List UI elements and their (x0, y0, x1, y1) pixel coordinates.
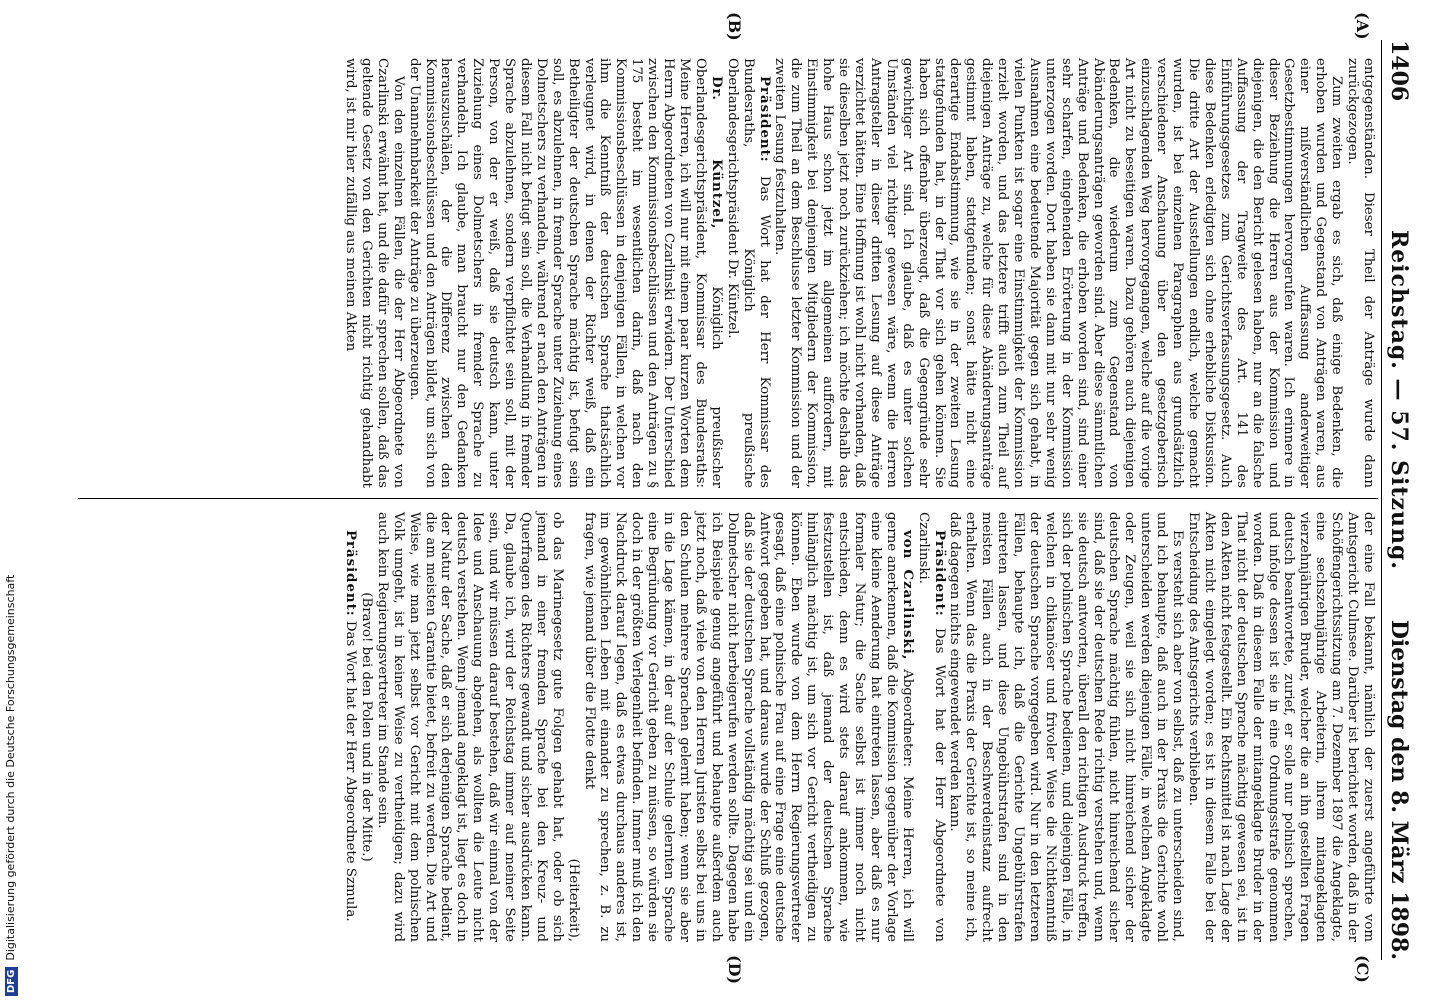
footer-strip (0, 0, 30, 1000)
interjection: (Heiterkeit), (565, 858, 581, 942)
session-date: Dienstag den 8. März 1898. (1386, 619, 1412, 960)
margin-marker-d: (D) (725, 955, 744, 985)
column-divider (78, 498, 1378, 499)
left-column (342, 58, 1376, 488)
paragraph: Zum zweiten ergab es sich, daß einige Bedenken, die erhoben wurden und Gegenstand von Anträgen waren, aus einer mißverständlichen Auffassung anderweitiger Gesetzbestimmungen hervorgerufen waren. Ich erinnere in dieser Beziehung die Herren aus der Kommission und diejenigen, die den Bericht gelesen haben, nur an die falsche Auffassung der Tragweite des Art. 141 des Einführungsgesetzes zum Gerichtsverfassungsgesetz. Auch diese Bedenken erledigten sich ohne erhebliche Diskussion. Die dritte Art der Ausstellungen endlich, welche gemacht wurden, ist bei einzelnen Paragraphen aus grundsätzlich verschiedener Anschauung über den gesetzgeberisch einzuschlagenden Weg hervorgegangen, welche auf die vorige Art nicht zu beseitigen waren. Dazu gehören auch diejenigen Bedenken, die wiederum zum Gegenstand von Abänderungsanträgen geworden sind. Aber diese sämmtlichen Anträge und Bedenken, die erhoben worden sind, sind einer sehr scharfen, eingehenden Erörterung in der Kommission unterzogen worden. Dort haben sie dann mit nur sehr wenig Ausnahmen eine bedeutende Majorität gegen sich gehabt, in vielen Punkten ist sogar eine Einstimmigkeit der Kommission erzielt worden, und das letztere trifft auch zum Theil auf diejenigen Anträge zu, welche für diese Abänderungsanträge gestimmt haben, stattgefunden; sonst hätte nicht eine derartige Endabstimmung, wie sie in der zweiten Lesung stattgefunden hat, in der That vor sich gehen können. Sie haben sich offenbar überzeugt, daß die Gegengründe sehr gewichtiger Art sind. Ich glaube, daß es unter solchen Umständen viel richtiger gewesen wäre, wenn die Herren Antragsteller in dieser dritten Lesung auf diese Anträge verzichtet hätten. Eine Hoffnung ist wohl nicht vorhanden, daß sie dieselben jetzt noch zurückziehen; ich möchte deshalb das hohe Haus schon jetzt im allgemeinen auffordern, mit Einstimmigkeit bei denjenigen Mitgliedern der Kommission, die zum Theil an dem Beschlusse letzter Kommission und der zweiten Lesung festzuhalten. (772, 58, 1345, 488)
paragraph: der eine Fall bekannt, nämlich der zuerst angeführte vom Amtsgericht Culmsee. Darüber ist berichtet worden, daß in der Schöffengerichtssitzung am 7. Dezember 1897 die Angeklagte, eine sechszehnjährige Arbeiterin, ihrem mitangeklagten vierzehnjährigen Bruder, welcher die an ihn gestellten Fragen deutsch beantwortete, zurief, er solle nur polnisch sprechen, und infolge dessen ist sie in eine Ordnungsstrafe genommen worden. Daß in diesem Falle der mitangeklagte Bruder in der That nicht der deutschen Sprache mächtig gewesen sei, ist in den Akten nicht festgestellt. Ein Rechtsmittel ist nach Lage der Akten nicht eingelegt worden; es ist in diesem Falle bei der Entscheidung des Amtsgerichts verblieben. (1186, 512, 1376, 942)
paragraph (915, 512, 947, 942)
speaker-name: Präsident: (756, 76, 772, 163)
paragraph (342, 512, 358, 942)
page-title: Reichstag. — 57. Sitzung. (1386, 230, 1412, 571)
dfg-logo: DFG (5, 967, 18, 996)
paragraph: ob das Marinegesetz gute Folgen gehabt hat, oder ob sich jemand in einer fremden Sprache bei den Kreuz- und Querfragen des Richters gewandt und sicher ausdrücken kann. Da, glaube ich, wird der Reichstag immer auf meiner Seite sein, und wir müssen darauf bestehen, daß wir einmal von der Idee und Anschauung abgehen, als wollten die Leute nicht deutsch verstehen. Wenn jemand angeklagt ist, liegt es doch in der Natur der Sache, daß er sich derjenigen Sprache bedient, die am meisten Garantie bietet, befreit zu werden. Die Art und Weise, wie man jetzt selbst vor Gericht mit dem polnischen Volk umgeht, ist in keiner Weise zu vertheidigen; dazu wird auch kein Regierungsvertreter im Stande sein. (374, 512, 565, 942)
speech-text: Das Wort hat der Herr Kommissar des Bundesraths, Königlich preußische Oberlandesgerichtspräsident Dr. Küntzel. (724, 58, 772, 488)
speech-text: Abgeordneter: Meine Herren, ich will gerne anerkennen, daß die Kommission gegenüber der Vorlage eine kleine Aenderung hat eintreten lassen, aber daß es nur formaler Natur; die Sache selbst ist immer noch nicht entschieden, denn es wird stets darauf ankommen, wie festzustellen ist, daß jemand der deutschen Sprache hinlänglich mächtig ist, um sich vor Gericht vertheidigen zu können. Eben wurde von dem Herrn Regierungsvertreter gesagt, daß eine polnische Frau auf eine Frage eine deutsche Antwort gegeben hat, und daraus wurde der Schluß gezogen, daß sie der deutschen Sprache vollständig mächtig sei und ein Dolmetscher nicht herbeigerufen werden sollte. Dagegen habe ich Beispiele genug angeführt und behaupte außerdem auch jetzt noch, daß viele von den Herren Juristen selbst bei uns in den Schulen mehrere Sprachen gelernt haben; wenn sie aber in die Lage kämen, in der auf der Schule gelernten Sprache eine Begründung vor Gericht geben zu müssen, so würden sie doch in der größten Verlegenheit befinden. Immer muß ich den Nachdruck darauf legen, daß es etwas durchaus anderes ist, im gewöhnlichen Leben mit einander zu sprechen, z. B. zu fragen, wie jemand über die Flotte denkt (581, 512, 915, 943)
paragraph (581, 512, 915, 942)
margin-marker-a: (A) (1353, 12, 1372, 40)
footer-text: Digitalisierung gefördert durch die Deutsche Forschungsgemeinschaft (4, 574, 17, 961)
paragraph (406, 58, 724, 488)
speaker-name: Präsident: (931, 530, 947, 617)
margin-marker-b: (B) (725, 12, 744, 41)
margin-marker-c: (C) (1353, 955, 1372, 983)
right-column (342, 512, 1376, 942)
speech-text: Das Wort hat der Herr Abgeordnete Szmula. (343, 620, 358, 922)
speaker-name: Präsident: (343, 530, 358, 617)
page-header (1378, 40, 1416, 960)
page-number: 1406 (1386, 40, 1412, 102)
paragraph: entgegenständen. Dieser Theil der Anträge wurde dann zurückgezogen. (1345, 58, 1376, 488)
speech-text: Königlich preußischer Oberlandesgerichtspräsident, Kommissar des Bundesraths: Meine Herren, ich will nur mit einem paar kurzen Worten dem Herrn Abgeordneten von Czarlinski erwidern. Der Unterschied zwischen den Kommissionsbeschlüssen und den Anträgen zu § 175 besteht im wesentlichen darin, daß nach den Kommissionsbeschlüssen in denjenigen Fällen, in welchen vor ihm die Kenntniß der deutschen Sprache thatsächlich verleugnet wird, in denen der Richter weiß, daß ein Betheiligter der deutschen Sprache mächtig ist, befugt sein soll, es abzulehnen, in fremder Sprache unter Zuziehung eines Dolmetschers zu verhandeln, während er nach den Anträgen in diesem Fall nicht befugt sein soll, die Verhandlung in fremder Sprache abzulehnen, sondern verpflichtet sein soll, mit der Person, von der er weiß, daß sie deutsch kann, unter Zuziehung eines Dolmetschers in fremder Sprache zu verhandeln. Ich glaube, man braucht nur den Gedanken herauszuschälen, der die Differenz zwischen den Kommissionsbeschlüssen und den Anträgen bildet, um sich von der Unannehmbarkeit der Anträge zu überzeugen. (406, 58, 724, 488)
speaker-name: von Czarlinski, (899, 530, 915, 661)
header-rule (1381, 40, 1382, 960)
paragraph (724, 58, 772, 488)
paragraph: Von den einzelnen Fällen, die der Herr Abgeordnete von Czarlinski erwähnt hat, und die dafür sprechen sollen, daß das geltende Gesetz von den Gerichten nicht richtig gehandhabt wird, ist mir hier zufällig aus meinen Akten (343, 58, 406, 488)
speaker-name: Dr. Küntzel, (708, 76, 724, 230)
interjection: (Bravo! bei den Polen und in der Mitte.) (358, 592, 374, 862)
speech-text: Das Wort hat der Herr Abgeordnete von Czarlinski. (915, 512, 947, 942)
paragraph: Es versteht sich aber von selbst, daß zu unterscheiden sind, und ich behaupte, daß auch in der Praxis die Gerichte wohl unterscheiden werden diejenigen Fälle, in welchen Angeklagte oder Zeugen, weil sie sich nicht hinreichend sicher der deutschen Sprache mächtig fühlen, nicht hinreichend sicher sind, daß sie der deutschen Rede richtig verstehen und, wenn sie deutsch antworten, überall den richtigen Ausdruck treffen, sich der polnischen Sprache bedienen, und diejenigen Fälle, in welchen in chikanöser und frivoler Weise die Nichtkenntniß der deutschen Sprache vorgegeben wird. Nur in den letzteren Fällen, behaupte ich, daß die Gerichte Ungebührstrafen eintreten lassen, und diese Ungebührstrafen sind in den meisten Fällen auch in der Beschwerdeinstanz aufrecht erhalten. Wenn das die Praxis der Gerichte ist, so meine ich, daß dagegen nichts eingewendet werden kann. (947, 512, 1186, 942)
